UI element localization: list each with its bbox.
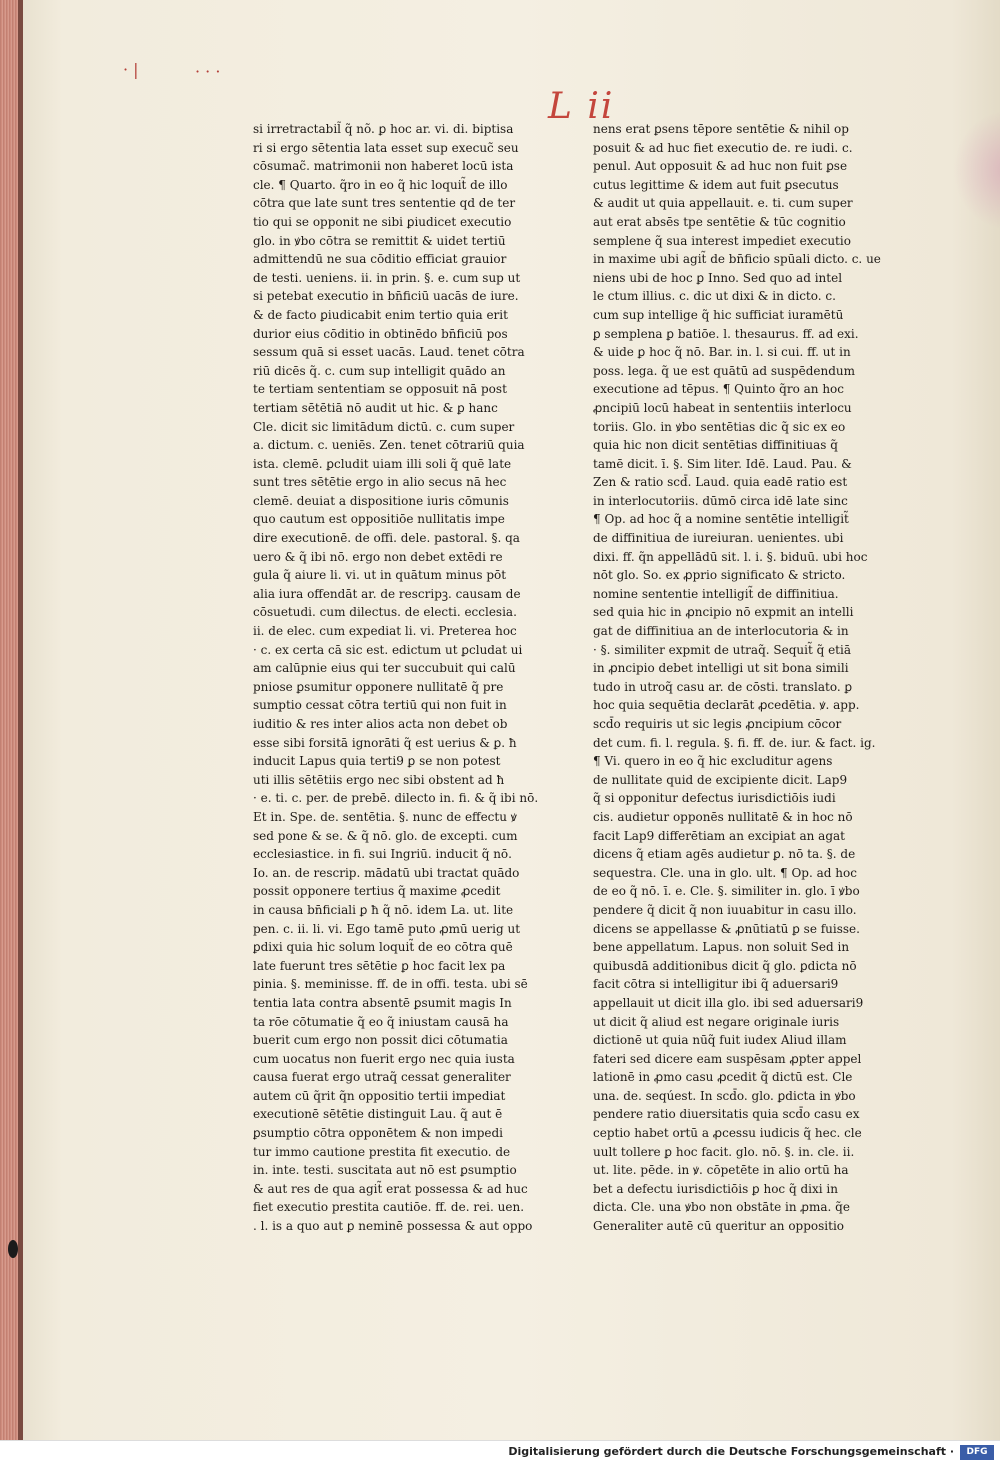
text-line: iuditio & res inter alios acta non debet ob <box>253 717 508 731</box>
text-line: facit Lap9 differētiam an excipiat an agat <box>593 828 845 843</box>
folio-number: L ii <box>548 86 615 127</box>
text-line: sessum quā si esset uacās. Laud. tenet cōtra <box>253 345 525 360</box>
text-line: hoc quia sequētia declarāt ꝓcedētia. ꝟ. app. <box>593 698 860 713</box>
text-line: tur immo cautione prestita fit executio. de <box>253 1144 511 1159</box>
text-line: tamē dicit. ī. §. Sim liter. Idē. Laud. Pau. & <box>593 456 852 471</box>
text-line: pen. c. ii. li. vi. Ego tamē puto ꝓmū uerig ut <box>253 921 521 936</box>
text-line: scd̄o requiris ut sic legis ꝓncipium cōcor <box>593 717 842 731</box>
text-line: si petebat executio in bn̄ficiū uacās de iure. <box>253 289 519 304</box>
text-line: cōtra que late sunt tres sententie qd de ter <box>253 196 516 211</box>
text-line: & aut res de qua agit̃ erat possessa & ad huc <box>253 1181 528 1196</box>
text-line: Et in. Spe. de. sentētia. §. nunc de effectu ꝟ <box>253 809 517 824</box>
text-line: · §. similiter expmit de utraq̃. Sequit̃ q̃ etiā <box>593 642 851 657</box>
text-line: dicens q̃ etiam agēs audietur ꝑ. nō ta. §. de <box>593 847 856 862</box>
text-line: dicens se appellasse & ꝓnūtiatū ꝑ se fuisse. <box>593 921 860 936</box>
text-line: nōt glo. So. ex ꝓprio significato & stricto. <box>593 568 846 583</box>
text-line: toriis. Glo. in ꝟbo sentētias dic q̃ sic ex eo <box>593 419 846 434</box>
text-line: admittendū ne sua cōditio efficiat grauior <box>253 252 507 267</box>
text-line: & de facto ꝑiudicabit enim tertio quia erit <box>253 307 508 322</box>
text-line: late fuerunt tres sētētie ꝑ hoc facit lex pa <box>253 958 506 973</box>
text-line: autem cū q̃rit q̃n oppositio tertii impediat <box>253 1088 506 1103</box>
text-line: fiet executio prestita cautiōe. ff. de. rei. uen. <box>253 1200 525 1215</box>
text-line: clemē. deuiat a dispositione iuris cōmunis <box>253 493 509 508</box>
text-line: si irretractabil̃ q̃ nõ. ꝑ hoc ar. vi. di. biptisa <box>253 122 514 136</box>
text-line: q̃ si opponitur defectus iurisdictiōis iudi <box>593 791 836 806</box>
text-line: le ctum illius. c. dic ut dixi & in dicto. c. <box>593 289 836 304</box>
manuscript-page <box>23 0 1000 1440</box>
text-line: a. dictum. c. ueniēs. Zen. tenet cōtrariū quia <box>253 438 525 453</box>
text-line: cis. audietur opponēs nullitatē & in hoc nō <box>593 809 853 824</box>
text-line: cle. ¶ Quarto. q̃ro in eo q̃ hic loquit̃ de illo <box>253 177 508 192</box>
text-line: sunt tres sētētie ergo in alio secus nā hec <box>253 475 507 490</box>
text-line: de eo q̃ nō. ī. e. Cle. §. similiter in. glo. ī ꝟbo <box>593 884 860 899</box>
text-line: ceptio habet ortū a ꝓcessu iudicis q̃ hec. cle <box>593 1126 862 1141</box>
text-line: in maxime ubi agit̃ de bn̄ficio spūali dicto. c. ue <box>593 252 881 267</box>
text-line: tudo in utroq̃ casu ar. de cōsti. translato. ꝑ <box>593 679 853 694</box>
text-line: sed quia hic in ꝓncipio nō expmit an intelli <box>593 605 854 620</box>
text-line: det cum. fi. l. regula. §. fi. ff. de. iur. & fact. ig. <box>593 735 876 750</box>
text-line: gat de diffinitiua an de interlocutoria & in <box>593 624 849 639</box>
text-line: · c. ex certa cā sic est. edictum ut ꝑcludat ui <box>253 642 523 657</box>
text-line: Generaliter autē cū queritur an oppositio <box>593 1219 845 1234</box>
text-line: una. de. seqúest. In scd̄o. glo. ꝑdicta in ꝟbo <box>593 1088 856 1103</box>
text-line: durior eius cōditio in obtinēdo bn̄ficiū pos <box>253 326 508 341</box>
text-line: penul. Aut opposuit & ad huc non fuit ꝑse <box>593 159 848 174</box>
text-line: ꝑ semplena ꝑ batiōe. l. thesaurus. ff. ad exi. <box>593 326 859 341</box>
text-line: pendere q̃ dicit q̃ non iuuabitur in casu illo. <box>593 902 857 917</box>
text-line: · e. ti. c. per. de prebē. dilecto in. fi. & q̃ ibi nō. <box>253 791 539 806</box>
text-line: uult tollere ꝑ hoc facit. glo. nō. §. in. cle. ii. <box>593 1144 855 1159</box>
dfg-logo: DFG <box>960 1445 994 1460</box>
text-line: sumptio cessat cōtra tertiū qui non fuit in <box>253 698 507 713</box>
text-line: Cle. dicit sic limitādum dictū. c. cum super <box>253 419 515 434</box>
text-line: ecclesiastice. in fi. sui Ingriū. inducit q̃ nō. <box>253 847 512 862</box>
text-line: ꝑsumptio cōtra opponētem & non impedi <box>253 1126 504 1141</box>
text-line: ꝓncipiū locū habeat in sententiis interlocu <box>593 400 852 415</box>
text-line: glo. in ꝟbo cōtra se remittit & uidet tertiū <box>253 233 506 248</box>
text-line: tertiam sētētiā nō audit ut hic. & ꝑ hanc <box>253 400 498 415</box>
text-line: semplene q̃ sua interest impediet executio <box>593 233 851 248</box>
text-line: pendere ratio diuersitatis quia scd̄o casu ex <box>593 1107 860 1122</box>
text-line: ¶ Op. ad hoc q̃ a nomine sentētie intelligit̃ <box>593 512 849 527</box>
text-line: Io. an. de rescrip. mādatū ubi tractat quādo <box>253 865 520 880</box>
text-line: cum uocatus non fuerit ergo nec quia iusta <box>253 1051 515 1066</box>
text-line: Zen & ratio scd̄. Laud. quia eadē ratio est <box>593 475 848 490</box>
text-line: appellauit ut dicit illa glo. ibi sed aduersari9 <box>593 995 864 1010</box>
text-line: dicta. Cle. una ꝟbo non obstāte in ꝓma. q̃e <box>593 1200 850 1215</box>
text-line: niens ubi de hoc ꝑ Inno. Sed quo ad intel <box>593 270 843 285</box>
text-line: dixi. ff. q̃n appellādū sit. l. i. §. biduū. ubi hoc <box>593 549 868 564</box>
text-line: in causa bn̄ficiali ꝑ ħ q̃ nō. idem La. ut. lite <box>253 902 514 917</box>
text-line: buerit cum ergo non possit dici cōtumatia <box>253 1033 508 1048</box>
text-line: cōsumac̃. matrimonii non haberet locū ista <box>253 159 514 174</box>
text-line: executione ad tēpus. ¶ Quinto q̃ro an hoc <box>593 382 844 397</box>
text-line: ri si ergo sētentia lata esset sup execuc̃ seu <box>253 140 519 155</box>
text-line: de nullitate quid de excipiente dicit. Lap9 <box>593 772 848 787</box>
text-line: nomine sententie intelligit̃ de diffinitiua. <box>593 586 839 601</box>
text-line: de diffinitiua de iureiuran. uenientes. ubi <box>593 531 844 546</box>
text-line: tentia lata contra absentē ꝑsumit magis In <box>253 995 512 1010</box>
text-line: cōsuetudi. cum dilectus. de electi. ecclesia. <box>253 605 517 620</box>
text-line: alia iura offendāt ar. de rescripꝫ. causam de <box>253 586 521 601</box>
text-column-left <box>253 120 563 1236</box>
text-line: facit cōtra si intelligitur ibi q̃ aduersari9 <box>593 977 839 992</box>
text-line: in ꝓncipio debet intelligi ut sit bona simili <box>593 661 849 676</box>
text-line: & audit ut quia appellauit. e. ti. cum super <box>593 196 853 211</box>
text-column-right <box>593 120 908 1236</box>
text-line: te tertiam sententiam se opposuit nā post <box>253 382 507 397</box>
text-line: pinia. §. meminisse. ff. de in offi. testa. ubi sē <box>253 977 528 992</box>
footer-bar <box>0 1440 1000 1465</box>
text-line: uti illis sētētiis ergo nec sibi obstent ad ħ <box>253 772 505 787</box>
text-line: in. inte. testi. suscitata aut nō est ꝑsumptio <box>253 1163 517 1178</box>
text-line: bet a defectu iurisdictiōis ꝑ hoc q̃ dixi in <box>593 1181 838 1196</box>
text-line: inducit Lapus quia terti9 ꝑ se non potest <box>253 754 501 769</box>
text-line: sed pone & se. & q̃ nō. glo. de excepti. cum <box>253 828 518 843</box>
text-line: cum sup intellige q̃ hic sufficiat iuramētū <box>593 307 844 322</box>
text-line: ut dicit q̃ aliud est negare originale iuris <box>593 1014 840 1029</box>
text-line: possit opponere tertius q̃ maxime ꝓcedit <box>253 884 501 899</box>
text-line: nens erat ꝑsens tēpore sentētie & nihil op <box>593 122 849 136</box>
text-line: de testi. ueniens. ii. in prin. §. e. cum sup ut <box>253 270 521 285</box>
text-line: sequestra. Cle. una in glo. ult. ¶ Op. ad hoc <box>593 865 857 880</box>
text-line: quia hic non dicit sentētias diffinitiuas q̃ <box>593 438 838 453</box>
text-line: . l. is a quo aut ꝑ neminē possessa & aut oppo <box>253 1219 533 1234</box>
text-line: bene appellatum. Lapus. non soluit Sed in <box>593 940 850 955</box>
funding-credit: Digitalisierung gefördert durch die Deutsche Forschungsgemeinschaft · <box>508 1445 954 1458</box>
text-line: dictionē ut quia nūq̃ fuit iudex Aliud illam <box>593 1033 847 1048</box>
text-line: & uide ꝑ hoc q̃ nō. Bar. in. l. si cui. ff. ut in <box>593 345 851 360</box>
marginal-mark: · | <box>123 60 139 79</box>
text-line: riū dicēs q̃. c. cum sup intelligit quādo an <box>253 363 506 378</box>
text-line: ¶ Vi. quero in eo q̃ hic excluditur agens <box>593 754 833 769</box>
library-stamp <box>953 110 1000 230</box>
text-line: ista. clemē. ꝑcludit uiam illi soli q̃ quē late <box>253 456 512 471</box>
text-line: ut. lite. pēde. in ꝟ. cōpetēte in alio ortū ha <box>593 1163 849 1178</box>
text-line: ta rōe cōtumatie q̃ eo q̃ iniustam causā ha <box>253 1014 509 1029</box>
text-line: causa fuerat ergo utraq̃ cessat generaliter <box>253 1070 511 1085</box>
text-line: poss. lega. q̃ ue est quātū ad suspēdendum <box>593 363 856 378</box>
text-line: uero & q̃ ibi nō. ergo non debet extēdi re <box>253 549 503 564</box>
marginal-mark: · · · <box>195 62 221 81</box>
ink-spot <box>8 1240 18 1258</box>
text-line: quo cautum est oppositiōe nullitatis impe <box>253 512 505 527</box>
text-line: aut erat absēs tpe sentētie & tūc cognitio <box>593 214 846 229</box>
text-line: ꝑdixi quia hic solum loquit̃ de eo cōtra quē <box>253 940 513 955</box>
text-line: cutus legittime & idem aut fuit ꝑsecutus <box>593 177 839 192</box>
text-line: gula q̃ aiure li. vi. ut in quātum minus pōt <box>253 568 507 583</box>
text-line: ii. de elec. cum expediat li. vi. Preterea hoc <box>253 624 517 639</box>
text-line: lationē in ꝓmo casu ꝓcedit q̃ dictū est. Cle <box>593 1070 853 1085</box>
text-line: tio qui se opponit ne sibi ꝑiudicet executio <box>253 214 512 229</box>
text-line: pniose ꝑsumitur opponere nullitatē q̃ pre <box>253 679 504 694</box>
text-line: esse sibi forsitā ignorāti q̃ est uerius & ꝑ. ħ <box>253 735 517 750</box>
text-line: am calūpnie eius qui ter succubuit qui calū <box>253 661 516 676</box>
text-line: quibusdā additionibus dicit q̃ glo. ꝑdicta nō <box>593 958 857 973</box>
text-line: dire executionē. de offi. dele. pastoral. §. qa <box>253 531 520 546</box>
text-line: executionē sētētie distinguit Lau. q̃ aut ē <box>253 1107 503 1122</box>
text-line: posuit & ad huc fiet executio de. re iudi. c. <box>593 140 853 155</box>
text-line: fateri sed dicere eam suspēsam ꝓpter appel <box>593 1051 862 1066</box>
text-line: in interlocutoriis. dūmō circa idē late sinc <box>593 493 848 508</box>
